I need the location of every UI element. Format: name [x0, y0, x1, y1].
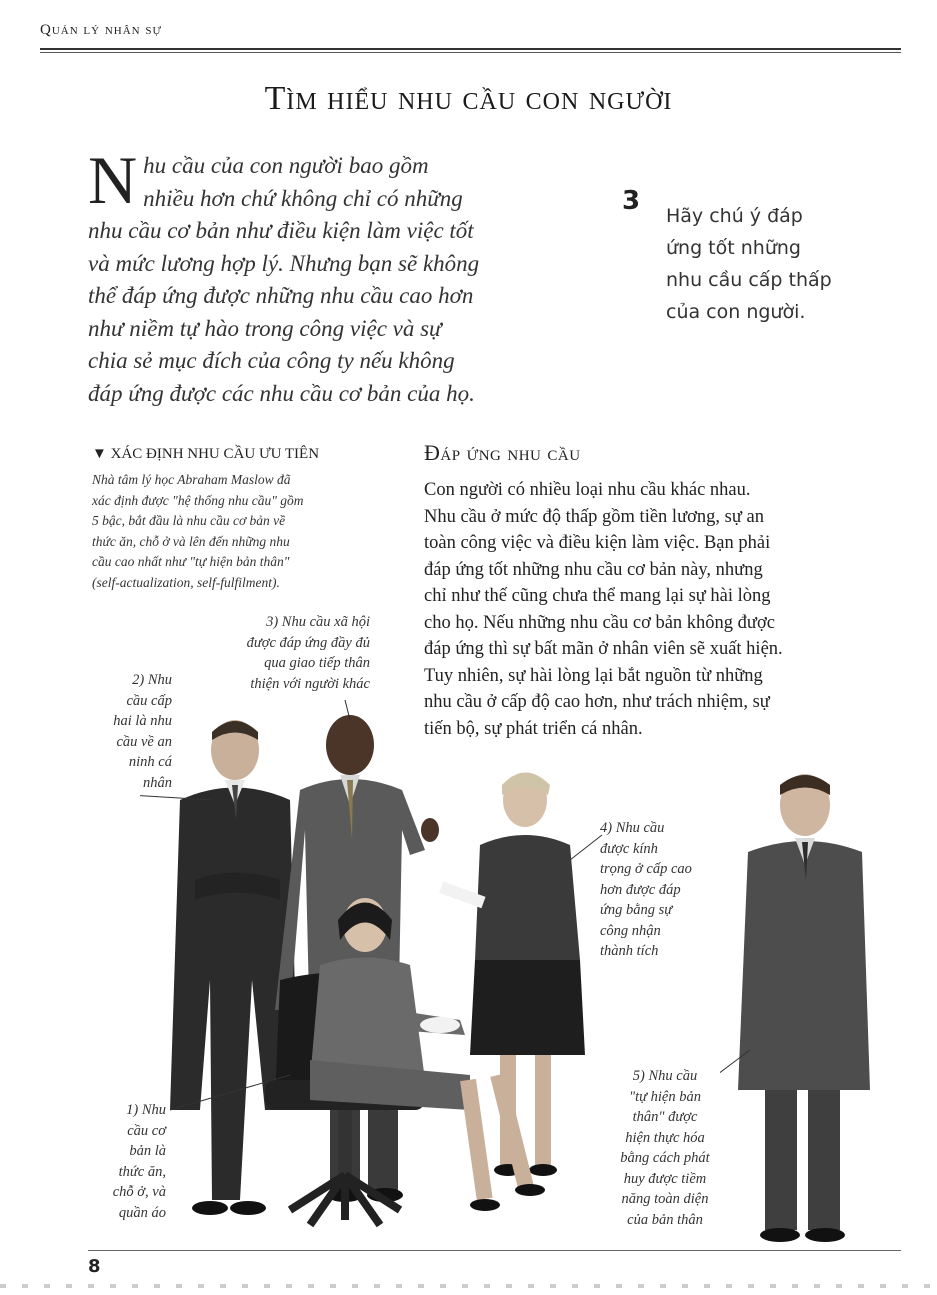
- intro-line: nhu cầu cơ bản như điều kiện làm việc tốt: [88, 218, 474, 243]
- callout-5: [590, 1066, 740, 1230]
- intro-line: chia sẻ mục đích của công ty nếu không: [88, 348, 455, 373]
- sidebar-line: cầu cao nhất như "tự hiện bản thân": [92, 554, 290, 569]
- callout-line: 3) Nhu cầu xã hội: [266, 614, 370, 630]
- section-line: cho họ. Nếu những nhu cầu cơ bản không được: [424, 612, 775, 633]
- intro-paragraph: [88, 142, 550, 410]
- callout-line: cầu về an: [116, 733, 172, 750]
- callout-line: cầu cơ: [127, 1122, 166, 1139]
- intro-line: như niềm tự hào trong công việc và sự: [88, 315, 442, 341]
- header-rule: [40, 48, 901, 50]
- callout-line: thức ăn,: [118, 1163, 166, 1180]
- tip-number: 3: [622, 186, 641, 216]
- sidebar-line: thức ăn, chỗ ở và lên đến những nhu: [92, 533, 290, 549]
- sidebar-line: 5 bậc, bắt đầu là nhu cầu cơ bản về: [92, 513, 286, 528]
- callout-line: quần áo: [118, 1204, 166, 1221]
- sidebar-line: xác định được "hệ thống nhu cầu" gồm: [92, 492, 304, 508]
- callout-line: "tự hiện bản: [629, 1088, 701, 1105]
- running-header: Quản lý nhân sự: [40, 22, 163, 38]
- section-line: tiến bộ, sự phát triển cá nhân.: [424, 718, 643, 739]
- section-line: đáp ứng thì sự bất mãn ở nhân viên sẽ xuất hiện.: [424, 639, 783, 659]
- tip-line: ứng tốt những: [666, 237, 801, 259]
- section-line: Con người có nhiều loại nhu cầu khác nhau.: [424, 480, 751, 500]
- callout-line: chỗ ở, và: [112, 1184, 166, 1200]
- page-title: Tìm hiểu nhu cầu con người: [264, 80, 673, 117]
- section-line: nhu cầu ở cấp độ cao hơn, như trách nhiệm, sự: [424, 692, 770, 712]
- callout-line: 2) Nhu: [132, 672, 172, 688]
- triangle-marker-icon: ▼: [92, 446, 107, 462]
- callout-line: 4) Nhu cầu: [600, 820, 665, 836]
- right-man-illustration: [720, 760, 880, 1250]
- intro-line: và mức lương hợp lý. Nhưng bạn sẽ không: [88, 250, 480, 276]
- callout-line: thiện với người khác: [250, 675, 370, 692]
- page-number: 8: [88, 1256, 101, 1277]
- section-line: đáp ứng tốt những nhu cầu cơ bản này, nhưng: [424, 559, 763, 580]
- callout-line: công nhận: [600, 922, 661, 939]
- callout-line: thành tích: [600, 943, 659, 959]
- callout-line: 1) Nhu: [126, 1102, 166, 1118]
- callout-line: bằng cách phát: [620, 1150, 710, 1166]
- section-title: Đáp ứng nhu cầu: [424, 440, 581, 465]
- sidebar-body: [92, 470, 380, 593]
- callout-line: cầu cấp: [126, 692, 172, 709]
- tip-line: Hãy chú ý đáp: [666, 205, 803, 227]
- person-security-figure: [170, 720, 298, 1215]
- intro-line: đáp ứng được các nhu cầu cơ bản của họ.: [88, 380, 475, 406]
- callout-2: [92, 670, 172, 793]
- intro-line: hu cầu của con người bao gồm: [143, 153, 429, 178]
- callout-line: được đáp ứng đầy đủ: [246, 634, 370, 651]
- intro-line: nhiều hơn chứ không chỉ có những: [143, 185, 463, 211]
- sidebar-line: (self-actualization, self-fulfilment).: [92, 574, 280, 590]
- footer-rule: [88, 1250, 901, 1251]
- tip-line: của con người.: [666, 301, 806, 323]
- callout-line: trọng ở cấp cao: [600, 861, 692, 877]
- tip-text: [666, 200, 866, 328]
- callout-line: hai là nhu: [113, 713, 172, 729]
- callout-line: của bản thân: [627, 1211, 703, 1228]
- callout-line: 5) Nhu cầu: [632, 1068, 698, 1084]
- scan-edge-marks: [0, 1284, 937, 1288]
- callout-line: huy được tiềm: [623, 1170, 707, 1187]
- callout-line: thân" được: [632, 1109, 698, 1125]
- callout-line: năng toàn diện: [621, 1191, 709, 1207]
- callout-1: [106, 1100, 166, 1223]
- callout-line: ninh cá: [128, 754, 172, 770]
- callout-line: được kính: [600, 840, 658, 857]
- sidebar-title-text: XÁC ĐỊNH NHU CẦU ƯU TIÊN: [110, 446, 320, 462]
- callout-line: ứng bằng sự: [600, 902, 673, 918]
- callout-4: [600, 818, 730, 962]
- sidebar-line: Nhà tâm lý học Abraham Maslow đã: [92, 472, 291, 487]
- tip-line: nhu cầu cấp thấp: [666, 269, 832, 291]
- callout-3: [190, 612, 370, 694]
- section-line: toàn công việc và điều kiện làm việc. Bạn phải: [424, 533, 771, 553]
- section-line: Tuy nhiên, sự hài lòng lại bắt nguồn từ những: [424, 665, 763, 686]
- section-line: Nhu cầu ở mức độ thấp gồm tiền lương, sự an: [424, 506, 764, 527]
- callout-line: hơn được đáp: [600, 881, 681, 898]
- intro-line: thể đáp ứng được những nhu cầu cao hơn: [88, 283, 474, 308]
- sidebar-title: [92, 446, 319, 463]
- section-line: chỉ như thế cũng chưa thể mang lại sự hài lòng: [424, 586, 771, 606]
- callout-line: nhân: [143, 774, 172, 791]
- callout-line: qua giao tiếp thân: [264, 655, 370, 671]
- callout-line: hiện thực hóa: [625, 1129, 705, 1146]
- callout-line: bản là: [129, 1143, 166, 1159]
- header-rule-thin: [40, 52, 901, 53]
- intro-dropcap: N: [88, 142, 138, 218]
